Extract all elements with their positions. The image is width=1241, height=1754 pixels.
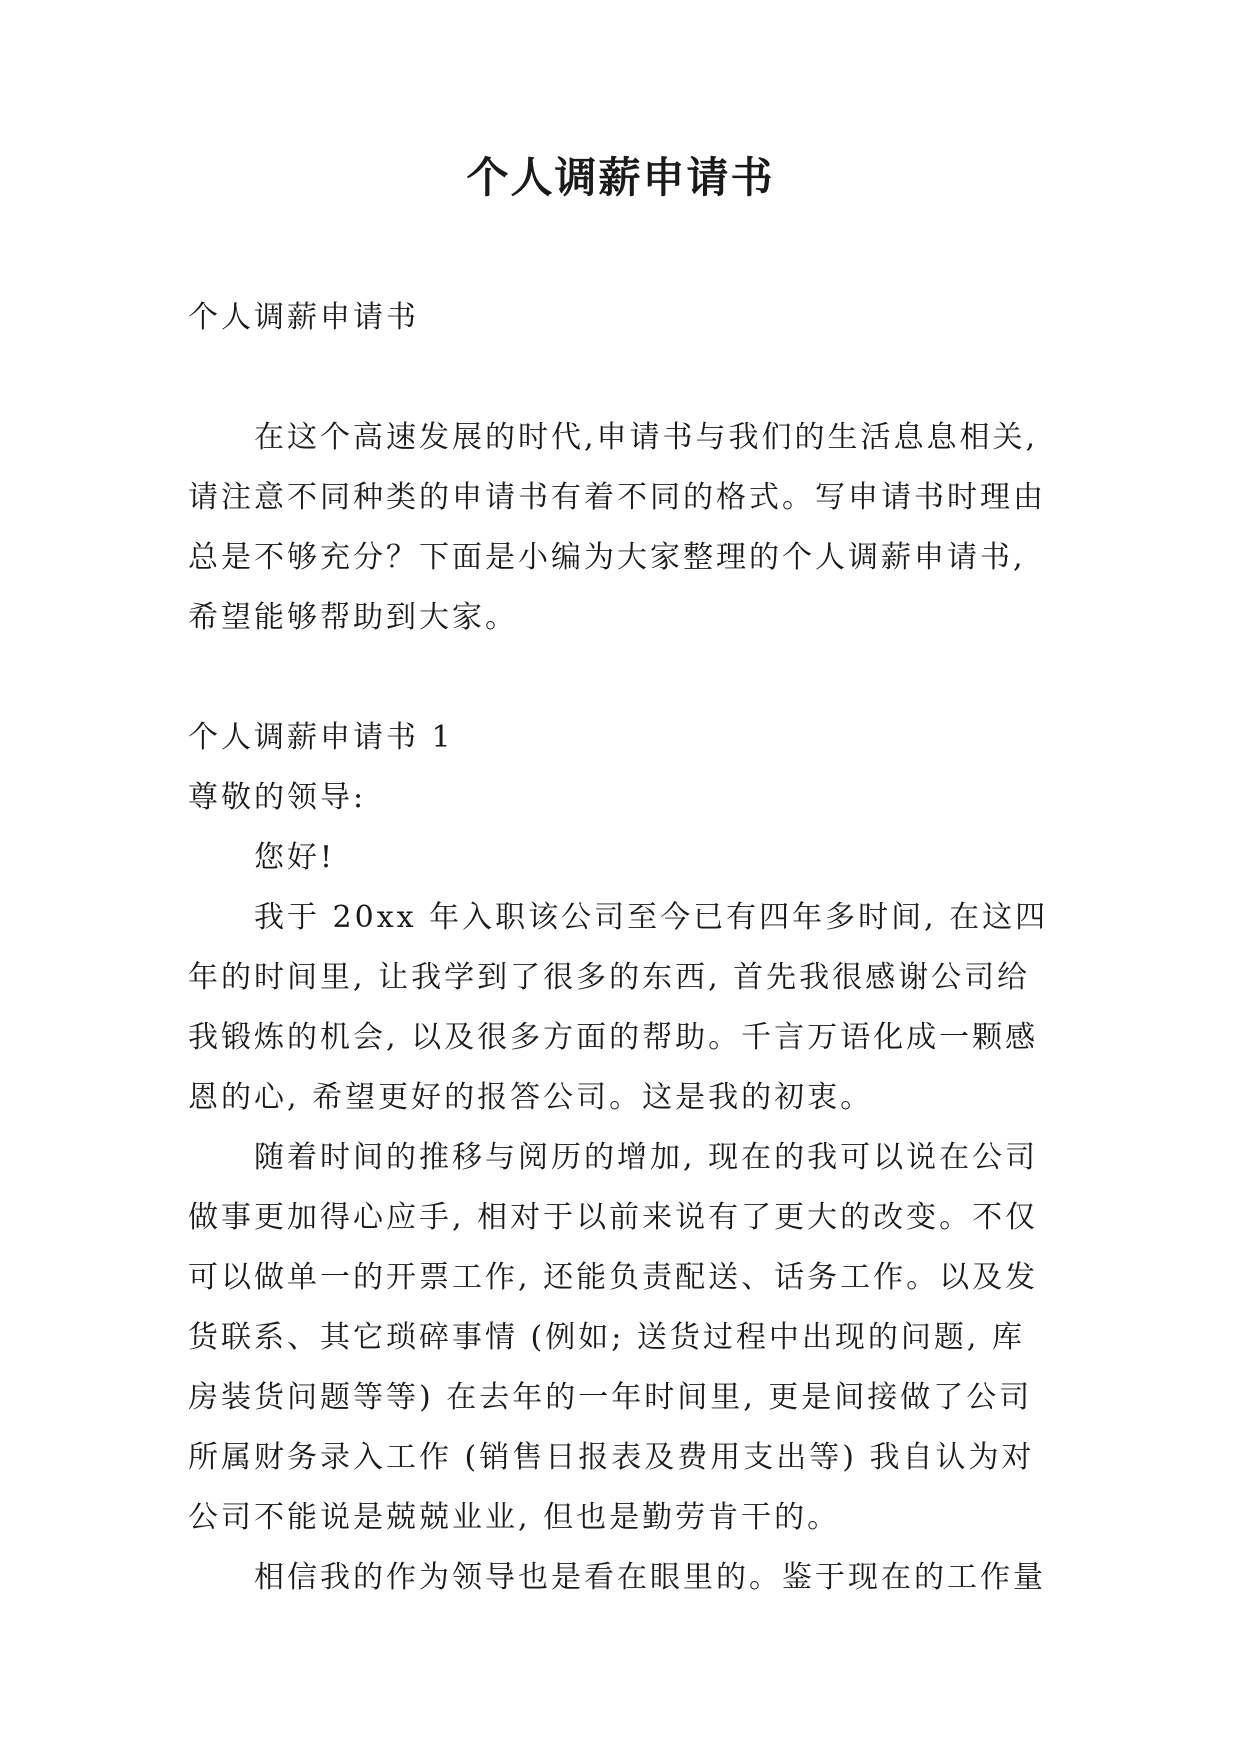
paragraph-line: 我锻炼的机会, 以及很多方面的帮助。千言万语化成一颗感 [188,1020,1039,1055]
section-heading: 个人调薪申请书 1 [188,720,454,755]
body-paragraph-3 [188,1548,1068,1608]
body-paragraph-1 [188,888,1068,1128]
paragraph-line: 货联系、其它琐碎事情 (例如; 送货过程中出现的问题, 库 [188,1320,1025,1355]
paragraph-line: 恩的心, 希望更好的报答公司。这是我的初衷。 [188,1080,874,1115]
intro-paragraph [188,408,1068,648]
paragraph-line: 可以做单一的开票工作, 还能负责配送、话务工作。以及发 [188,1260,1039,1295]
paragraph-line: 相信我的作为领导也是看在眼里的。鉴于现在的工作量 [254,1560,1046,1595]
paragraph-line: 公司不能说是兢兢业业, 但也是勤劳肯干的。 [188,1500,841,1535]
salutation: 尊敬的领导: [188,780,367,815]
intro-line: 在这个高速发展的时代,申请书与我们的生活息息相关, [254,420,1039,455]
intro-line: 请注意不同种类的申请书有着不同的格式。写申请书时理由 [188,480,1046,515]
paragraph-line: 所属财务录入工作 (销售日报表及费用支出等) 我自认为对 [188,1440,1035,1475]
document-title: 个人调薪申请书 [466,153,775,202]
document-subtitle: 个人调薪申请书 [188,300,419,335]
document-body [188,288,1068,1608]
paragraph-line: 做事更加得心应手, 相对于以前来说有了更大的改变。不仅 [188,1200,1039,1235]
greeting: 您好! [254,840,336,875]
body-paragraph-2 [188,1128,1068,1548]
paragraph-line: 年的时间里, 让我学到了很多的东西, 首先我很感谢公司给 [188,960,1031,995]
intro-line: 总是不够充分？下面是小编为大家整理的个人调薪申请书, [188,540,1026,575]
paragraph-line: 房装货问题等等) 在去年的一年时间里, 更是间接做了公司 [188,1380,1033,1415]
paragraph-line: 随着时间的推移与阅历的增加, 现在的我可以说在公司 [254,1140,1039,1175]
intro-line: 希望能够帮助到大家。 [188,600,518,635]
paragraph-line: 我于 20xx 年入职该公司至今已有四年多时间, 在这四 [254,900,1049,935]
